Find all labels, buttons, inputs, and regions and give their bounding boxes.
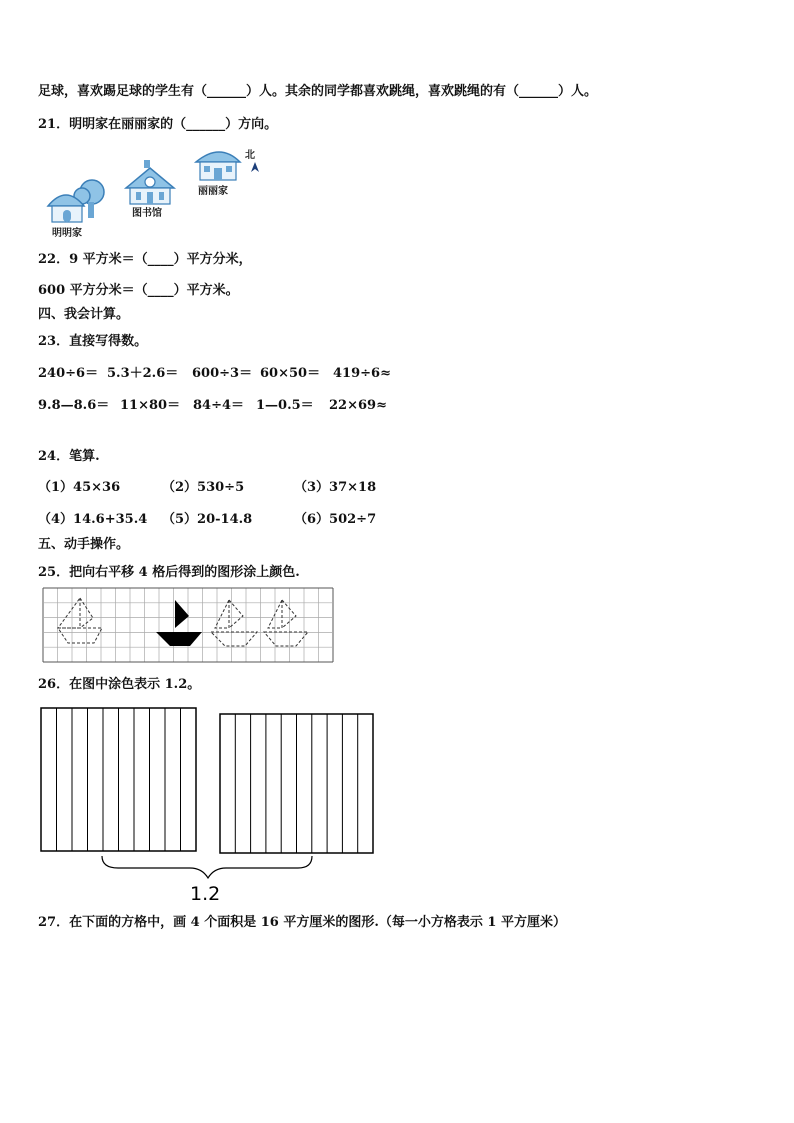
lili-house-icon [196,152,240,180]
section-4-heading: 四、我会计算。 [38,307,130,322]
strip-lines-2 [235,714,357,853]
dashed-boat-3 [264,600,308,646]
dashed-boat-2 [211,600,257,646]
brace [102,856,312,878]
q21-question: 21．明明家在丽丽家的（______）方向。 [38,117,278,132]
q23-item: 60×50＝ [260,366,321,381]
library-label: 图书馆 [132,208,162,219]
mingming-house-icon [48,180,104,222]
library-icon [126,160,174,204]
black-boat [156,600,202,646]
q23-item: 600÷3＝ [192,366,253,381]
q23-item: 22×69≈ [329,398,387,413]
q26-strip-rectangles [40,706,380,906]
lili-label: 丽丽家 [198,186,228,197]
q24-item: （5）20-14.8 [162,512,253,527]
q23-item: 419÷6≈ [333,366,391,381]
q27-title: 27．在下面的方格中，画 4 个面积是 16 平方厘米的图形.（每一小方格表示 1 平方厘米） [38,915,566,930]
q25-grid [43,588,334,663]
q24-item: （2）530÷5 [162,480,245,495]
q23-item: 84÷4＝ [193,398,245,413]
q23-item: 5.3＋2.6＝ [107,366,179,381]
mingming-label: 明明家 [52,228,82,239]
grid-lines [43,588,333,662]
q24-item: （4）14.6+35.4 [38,512,148,527]
q22-line1: 22．9 平方米＝（____）平方分米， [38,252,252,267]
q26-title: 26．在图中涂色表示 1.2。 [38,677,201,692]
q24-item: （6）502÷7 [294,512,377,527]
strip-lines-1 [57,708,181,851]
q25-title: 25．把向右平移 4 格后得到的图形涂上颜色. [38,565,300,580]
north-arrow-icon [251,162,259,172]
q24-item: （1）45×36 [38,480,121,495]
q24-item: （3）37×18 [294,480,377,495]
q23-item: 11×80＝ [120,398,181,413]
q22-line2: 600 平方分米＝（____）平方米。 [38,283,239,298]
dashed-boat-1 [58,598,102,643]
q23-item: 240÷6＝ [38,366,99,381]
brace-label: 1.2 [190,883,221,905]
q21-map [40,144,270,244]
q23-title: 23．直接写得数。 [38,334,148,349]
q23-item: 1—0.5＝ [256,398,314,413]
q20-tail-text: 足球，喜欢踢足球的学生有（______）人。其余的同学都喜欢跳绳，喜欢跳绳的有（______）人。 [38,84,598,99]
north-label: 北 [245,150,255,161]
q23-item: 9.8—8.6＝ [38,398,110,413]
q24-title: 24．笔算. [38,449,100,464]
section-5-heading: 五、动手操作。 [38,537,130,552]
